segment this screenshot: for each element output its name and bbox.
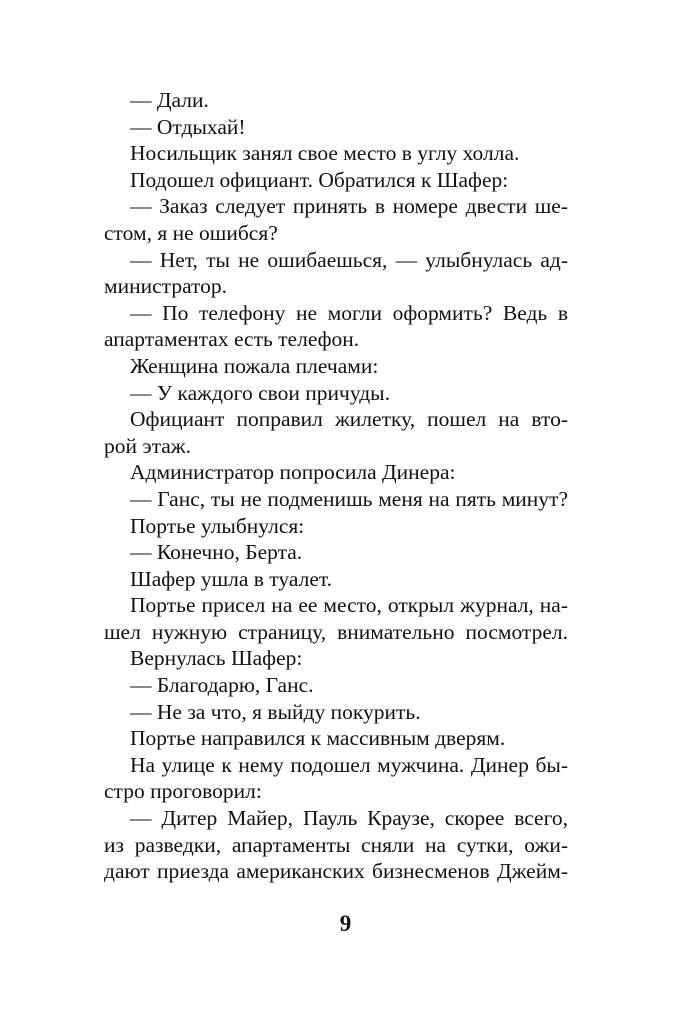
- text-line: Шафер ушла в туалет.: [130, 566, 333, 591]
- text-line: — Заказ следует принять в номере двести ше-: [130, 194, 568, 219]
- text-line: — Ганс, ты не подменишь меня на пять минут?: [130, 486, 568, 511]
- text-line: Портье присел на ее место, открыл журнал, на-: [130, 593, 568, 618]
- text-line: — Дали.: [130, 88, 209, 112]
- text-line: стро проговорил:: [104, 779, 262, 804]
- text-line: Портье улыбнулся:: [130, 513, 305, 538]
- text-line: — По телефону не могли оформить? Ведь в: [130, 300, 568, 325]
- text-line: министратор.: [104, 274, 228, 299]
- text-line: Подошел официант. Обратился к Шафер:: [130, 167, 509, 192]
- text-line: — Благодарю, Ганс.: [130, 673, 314, 698]
- text-line: Портье направился к массивным дверям.: [130, 726, 506, 751]
- text-line: — Дитер Майер, Пауль Краузе, скорее всего,: [130, 806, 568, 831]
- text-line: На улице к нему подошел мужчина. Динер бы-: [130, 752, 568, 777]
- text-line: Администратор попросила Динера:: [130, 460, 456, 485]
- text-line: рой этаж.: [104, 433, 192, 458]
- body-text: [104, 87, 568, 885]
- text-line: дают приезда американских бизнесменов Джейм-: [104, 859, 568, 884]
- text-line: из разведки, апартаменты сняли на сутки, ожи-: [104, 832, 568, 857]
- text-line: Женщина пожала плечами:: [130, 353, 379, 378]
- text-line: — Нет, ты не ошибаешься, — улыбнулась ад-: [130, 247, 568, 272]
- text-line: шел нужную страницу, внимательно посмотрел.: [104, 619, 568, 644]
- text-line: Вернулась Шафер:: [130, 646, 303, 671]
- text-line: — Конечно, Берта.: [130, 540, 303, 565]
- text-line: Официант поправил жилетку, пошел на вто-: [130, 407, 568, 432]
- text-line: Носильщик занял свое место в углу холла.: [130, 141, 520, 166]
- text-line: — Не за что, я выйду покурить.: [130, 699, 421, 724]
- text-line: апартаментах есть телефон.: [104, 327, 360, 352]
- text-line: — Отдыхай!: [130, 114, 246, 139]
- text-line: стом, я не ошибся?: [104, 220, 278, 245]
- page-number: 9: [339, 911, 352, 936]
- text-line: — У каждого свои причуды.: [130, 380, 390, 405]
